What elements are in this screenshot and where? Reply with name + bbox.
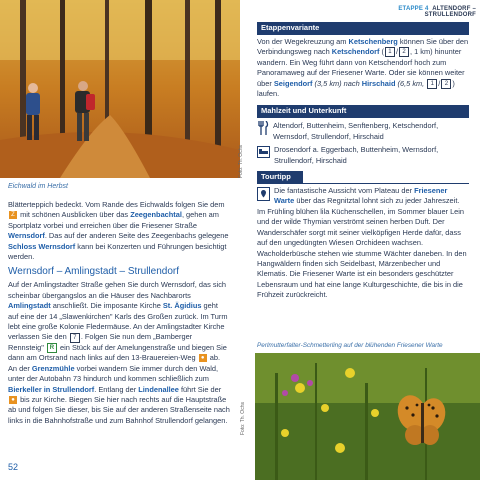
trail-marker-icon: Z [9,211,17,219]
variant-text: Von der Wegekreuzung am Ketschenberg können Sie über den Verbindungsweg nach Ketschendorf ( 1 / 2 , 1 km) hinunter wandern. Ein Weg führt dann von Ketschendorf hoch zum Panoramaweg auf der Friesener Warte. Oder sie können weiter über Seigendorf (3,5 km) nach Hirschaid (6,5 km, 1 / 2 ) laufen. [257,37,469,99]
divider [257,34,469,35]
forest-photo-caption: Eichwald im Herbst [8,183,68,190]
chapter-label: ETAPPE 4 [398,6,429,12]
right-column [257,22,469,301]
map-pin-icon [257,187,270,204]
left-column [8,200,230,426]
page-number: 52 [8,462,19,472]
tip-heading: Tourtipp [257,171,303,183]
meadow-photo-caption: Perlmutterfalter-Schmetterling auf der blühenden Friesener Warte [257,342,443,349]
section-label: ALTENDORF – STRULLENDORF [424,6,476,18]
divider-2 [257,117,469,118]
rennsteig-icon: R [47,343,57,353]
divider-3 [257,183,469,184]
brewery-trail-icon: ● [199,354,207,362]
km-icon-3: 1 [427,79,437,89]
meals-places: Altendorf, Buttenheim, Senftenberg, Ketschendorf, Wernsdorf, Strullendorf, Hirschaid [273,121,439,141]
meals-heading: Mahlzeit und Unterkunft [257,105,469,117]
running-head [348,6,476,18]
butterfly-photo [255,353,480,480]
forest-photo-credit: Foto: Th. Ochs [238,145,244,178]
lodging-places: Drosendorf a. Eggerbach, Buttenheim, Wernsdorf, Strullendorf, Hirschaid [274,145,439,165]
cutlery-icon [257,121,269,142]
intro-paragraph: Blätterteppich bedeckt. Vom Rande des Eichwalds folgen Sie dem Z mit schönen Ausblicken über das Zeegenbachtal, gehen am Sportplatz vorbei und erreichen über die Friesener Straße Wernsdorf. Das auf der anderen Seite des Zeegenbachs gelegene Schloss Wernsdorf kann bei Konzerten und Führungen besichtigt werden. [8,200,229,262]
forest-photo [0,0,240,178]
trail-number-icon: 7 [70,333,80,343]
variant-heading: Etappenvariante [257,22,469,34]
tip-text: Die fantastische Aussicht vom Plateau der Friesener Warte über das Regnitztal lohnt sich zu jeder Jahreszeit. Im Frühling blühen lila Küchenschellen, im Sommer blauer Lein und der wilde Thymian verströmt seinen herben Duft. Der Wanderschäfer sorgt mit seiner vielköpfigen Herde dafür, dass auf den ungedüngten Wiesen Orchideen wachsen. Wacholderbüsche stehen wie stumme Wächter daneben. In den Hangwäldern finden sich Seidelbast, Märzenbecher und Klematis. Die Friesener Warte ist ein besonders geschützter Lebensraum und hat eine lange Kulturgeschichte, die bis in die Frühzeit zurückreicht. [257,186,467,300]
km-icon-4: 2 [441,79,451,89]
section-heading: Wernsdorf – Amlingstadt – Strullendorf [8,266,180,278]
bed-icon [257,145,270,166]
meadow-photo-credit: Foto: Th. Ochs [240,402,246,435]
km-icon: 1 [385,47,395,57]
brewery-trail-icon-2: ● [9,396,17,404]
km-icon-2: 2 [399,47,409,57]
route-paragraph: Auf der Amlingstadter Straße gehen Sie durch Wernsdorf, das sich scheinbar übergangslos an die Häuser des Nachbarorts Amlingstadt anschließt. Die imposante Kirche St. Ägidius geht auf eine der 14 „Slawenkirchen" Karls des Großen zurück. Im Turm lebt eine große Kolonie Fledermäuse. An der Amlingstadter Kirche verlassen Sie den 7 . Folgen Sie nun dem „Bamberger Rennsteig" R ein Stück auf der Amelungenstraße und biegen Sie dann am Ortsrand nach links auf den 13-Brauereien-Weg ● ab. An der Grenzmühle vorbei wandern Sie immer durch den Wald, unter der Autobahn 73 hindurch und kommen schließlich zum Bierkeller in Strullendorf. Entlang der Lindenallee führt Sie der ● bis zur Kirche. Biegen Sie hier nach rechts auf die Hauptstraße ab und folgen Sie dieser, bis Sie auf der anderen Straßenseite nach links in die Bahnhofstraße und zum Bahnhof Strullendorf gelangen. [8,280,230,425]
